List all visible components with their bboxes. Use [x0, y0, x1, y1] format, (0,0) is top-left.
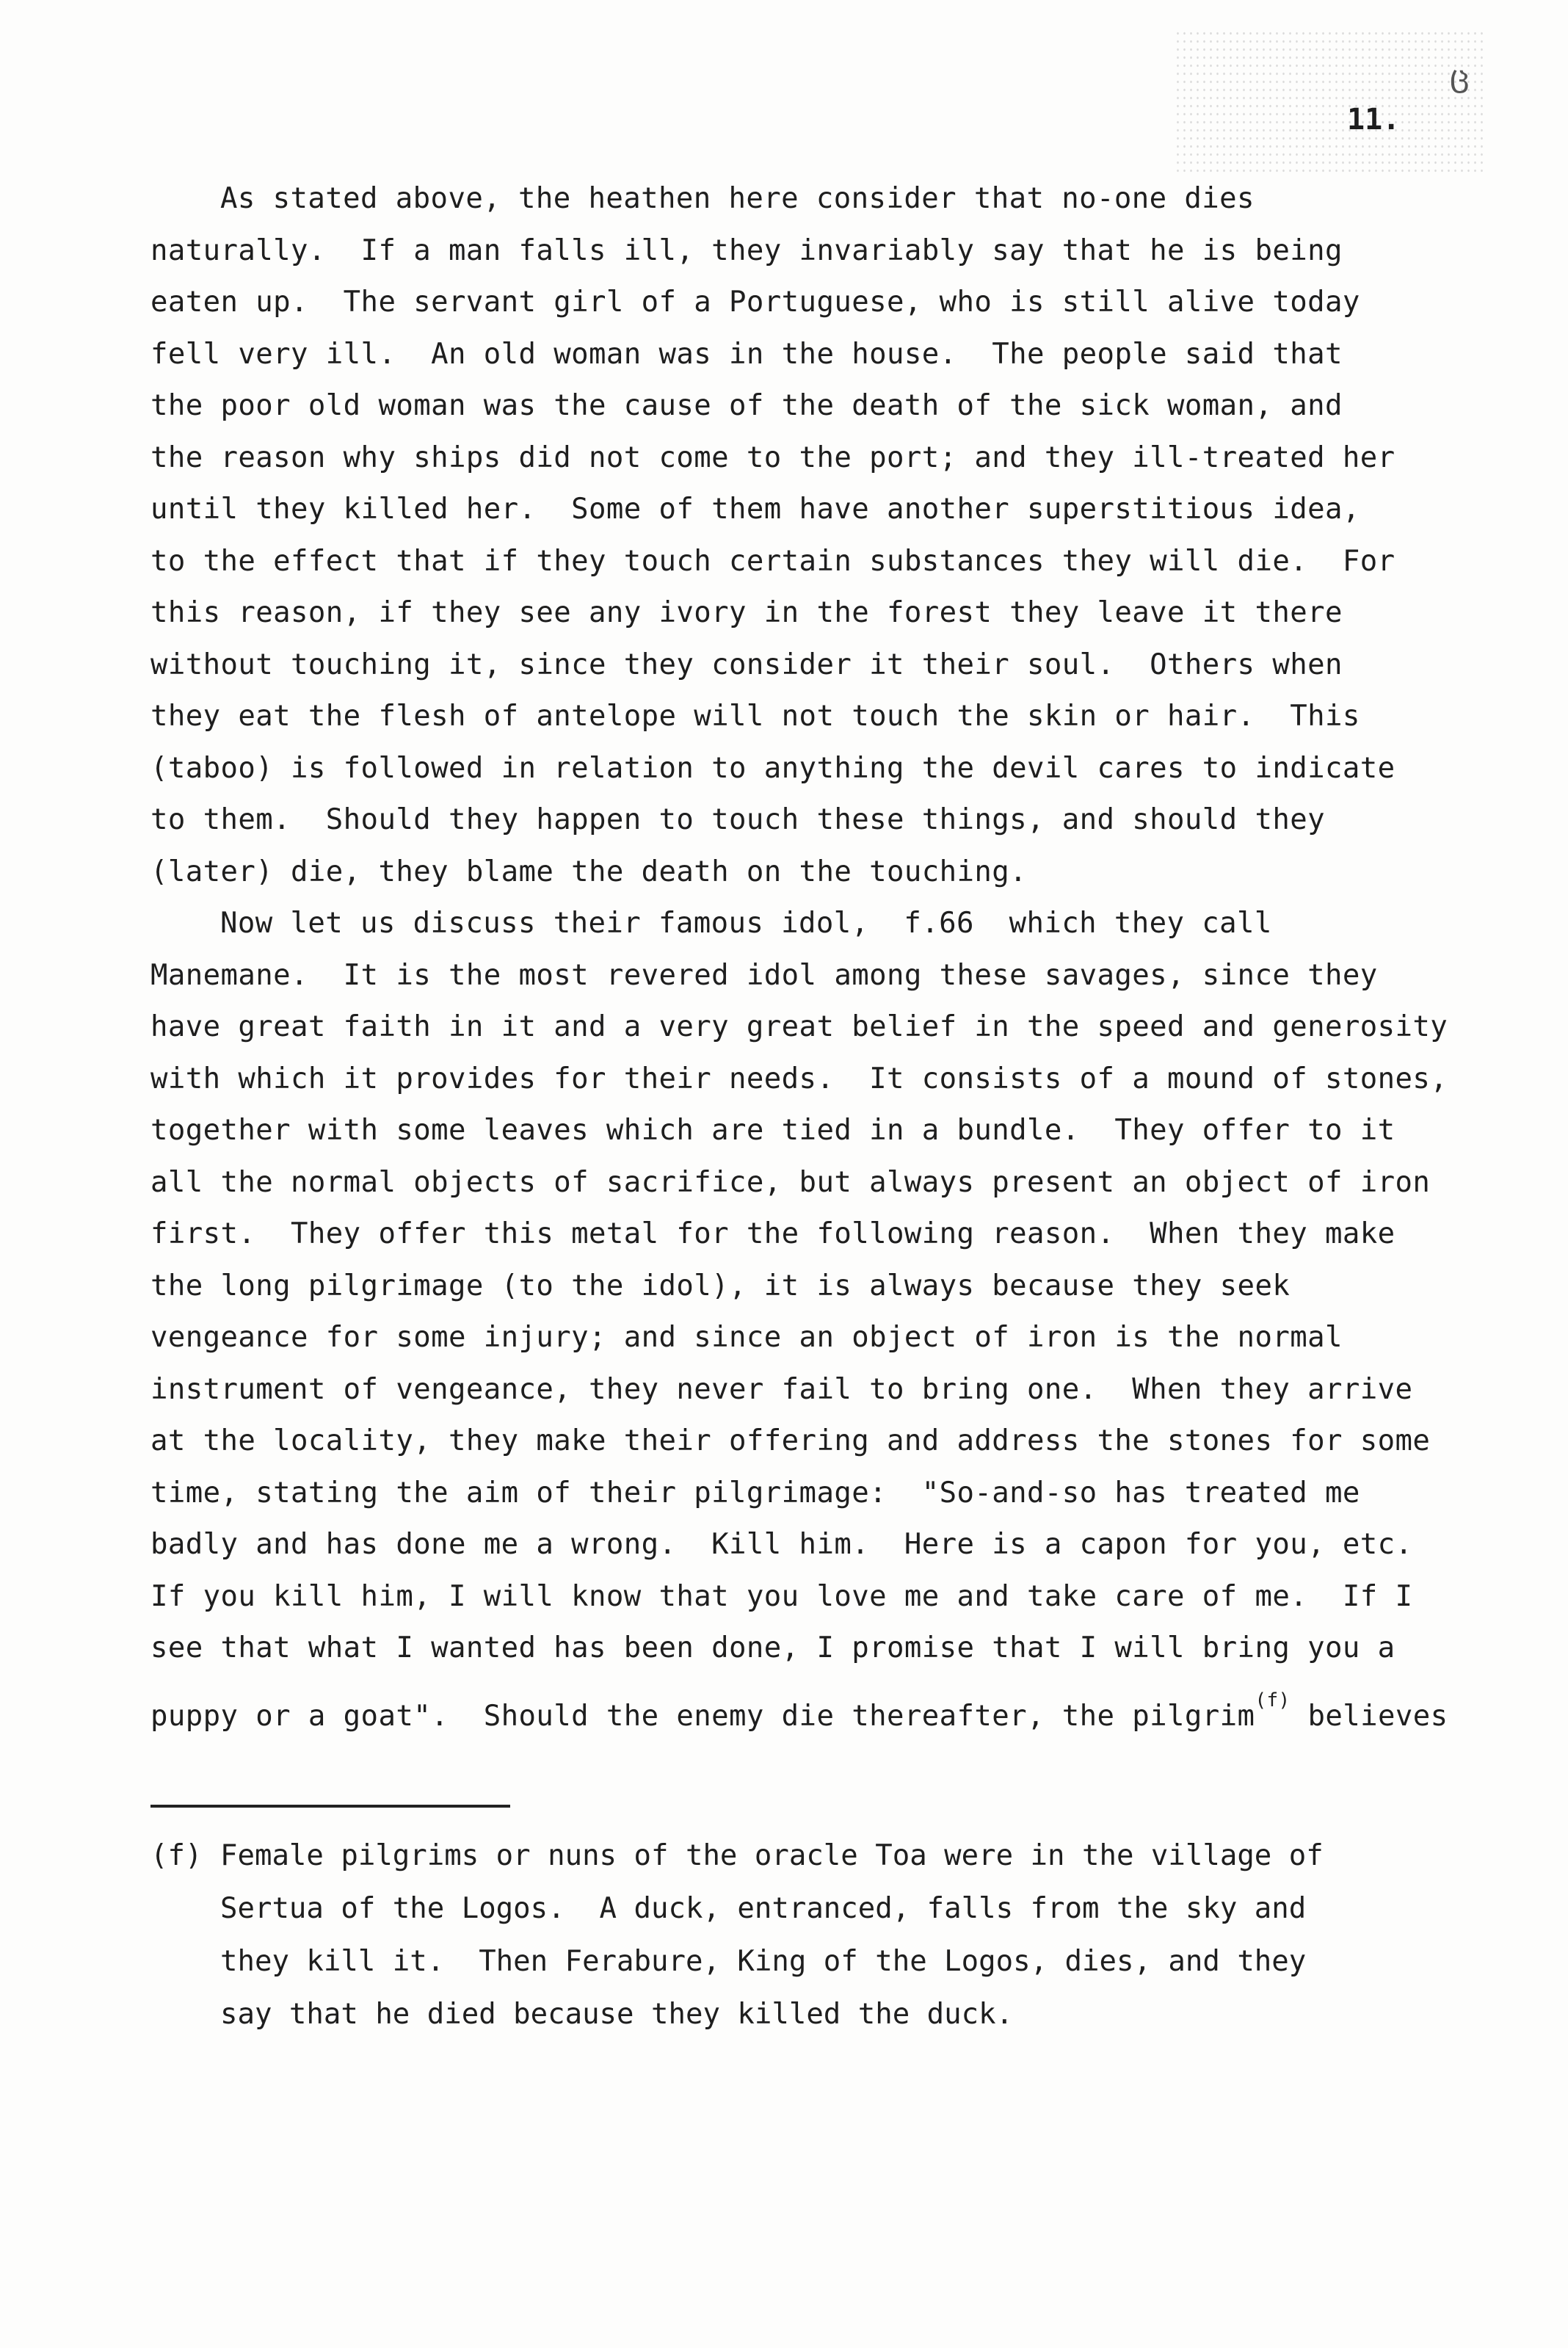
footnote-line: Sertua of the Logos. A duck, entranced, falls from the sky and [220, 1892, 1307, 1925]
body-line: the long pilgrimage (to the idol), it is always because they seek [150, 1269, 1291, 1302]
footnote-text: Female pilgrims or nuns of the oracle Toa were in the village of [220, 1839, 1324, 1872]
body-text [150, 173, 1494, 1733]
body-line: As stated above, the heathen here consider that no-one dies [220, 182, 1255, 215]
body-line: If you kill him, I will know that you love me and take care of me. If I [150, 1579, 1413, 1613]
body-line: fell very ill. An old woman was in the house. The people said that [150, 337, 1343, 371]
footnote-reference: (f) [1255, 1689, 1291, 1711]
body-line: time, stating the aim of their pilgrimage: "So-and-so has treated me [150, 1476, 1360, 1510]
footnote-divider [150, 1805, 510, 1808]
body-line-last [150, 1675, 1494, 1733]
body-line: badly and has done me a wrong. Kill him. Here is a capon for you, etc. [150, 1528, 1413, 1561]
body-line: all the normal objects of sacrifice, but always present an object of iron [150, 1165, 1431, 1199]
body-line: vengeance for some injury; and since an object of iron is the normal [150, 1321, 1343, 1354]
body-line: this reason, if they see any ivory in the forest they leave it there [150, 596, 1343, 629]
body-line: first. They offer this metal for the following reason. When they make [150, 1217, 1395, 1250]
last-line-before: puppy or a goat". Should the enemy die thereafter, the pilgrim [150, 1699, 1255, 1733]
footnote [150, 1830, 1435, 2041]
body-line: instrument of vengeance, they never fail to bring one. When they arrive [150, 1372, 1413, 1406]
body-line: (later) die, they blame the death on the touching. [150, 855, 1027, 888]
body-line: to them. Should they happen to touch these things, and should they [150, 803, 1325, 836]
footnote-line: say that he died because they killed the duck. [220, 1998, 1014, 2031]
footnote-line [150, 1830, 1435, 1883]
body-line: see that what I wanted has been done, I promise that I will bring you a [150, 1631, 1395, 1664]
scan-speckle [1175, 29, 1483, 176]
body-line: the poor old woman was the cause of the death of the sick woman, and [150, 389, 1343, 422]
body-line: Manemane. It is the most revered idol among these savages, since they [150, 958, 1378, 992]
body-line: at the locality, they make their offering and address the stones for some [150, 1424, 1431, 1457]
body-line: without touching it, since they consider it their soul. Others when [150, 648, 1343, 681]
body-line: have great faith in it and a very great belief in the speed and generosity [150, 1010, 1448, 1043]
body-line: naturally. If a man falls ill, they invariably say that he is being [150, 233, 1343, 267]
body-line: to the effect that if they touch certain substances they will die. For [150, 544, 1395, 578]
corner-mark: ც [1450, 57, 1470, 95]
footnote-marker: (f) [150, 1839, 203, 1872]
body-line: the reason why ships did not come to the port; and they ill-treated her [150, 441, 1395, 474]
last-line-after: believes [1290, 1699, 1448, 1733]
footnote-line: they kill it. Then Ferabure, King of the Logos, dies, and they [220, 1945, 1307, 1978]
body-line: eaten up. The servant girl of a Portuguese, who is still alive today [150, 286, 1360, 319]
body-line: with which it provides for their needs. It consists of a mound of stones, [150, 1062, 1448, 1095]
body-line: (taboo) is followed in relation to anything the devil cares to indicate [150, 751, 1395, 785]
body-line: they eat the flesh of antelope will not touch the skin or hair. This [150, 700, 1360, 733]
page-number: 11. [1347, 103, 1401, 137]
body-line: Now let us discuss their famous idol, f.66 which they call [220, 907, 1272, 940]
body-line: until they killed her. Some of them have another superstitious idea, [150, 493, 1360, 526]
body-line: together with some leaves which are tied in a bundle. They offer to it [150, 1114, 1395, 1147]
